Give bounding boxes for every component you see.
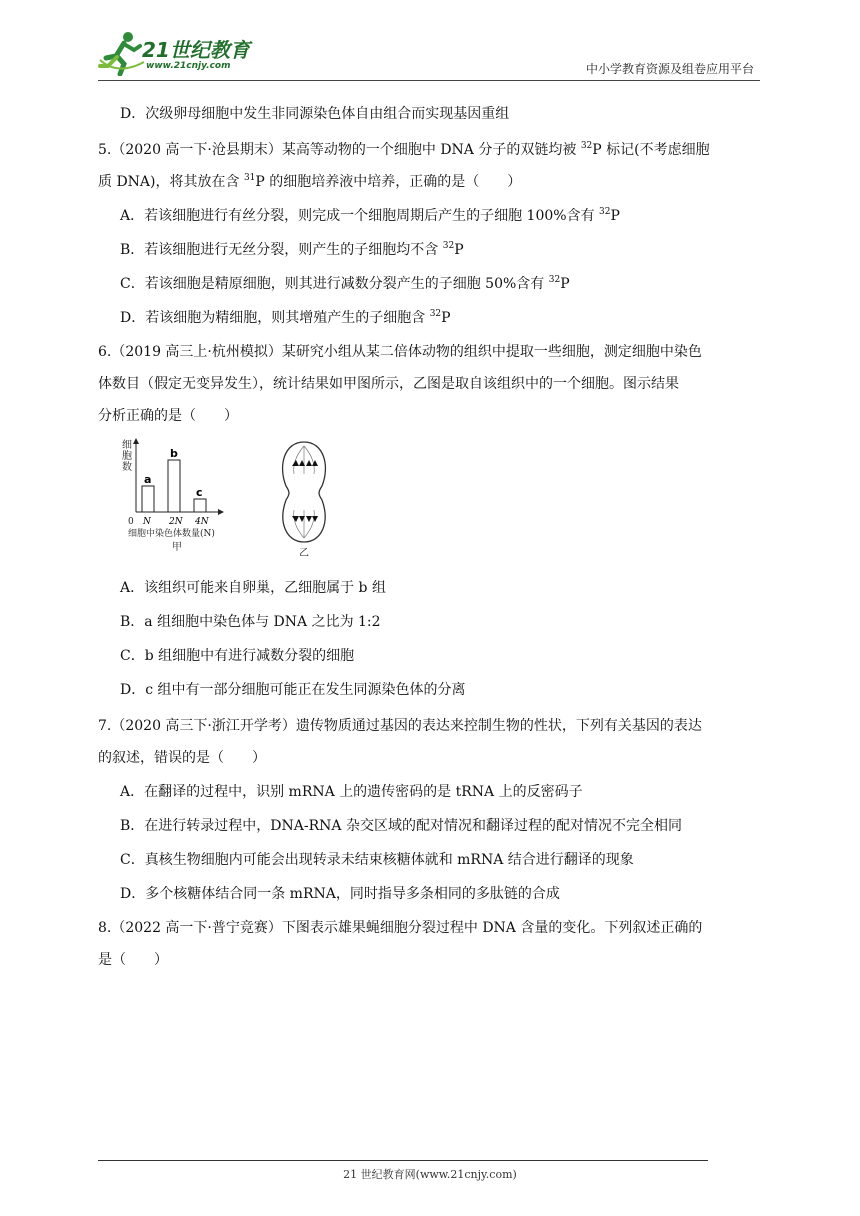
q5-line1-sup: 32 [580, 141, 593, 151]
q6-stem-line1: 6.（2019 高三上·杭州模拟）某研究小组从某二倍体动物的组织中提取一些细胞，测定细胞中染色 [98, 344, 702, 360]
q5-option-c [120, 274, 570, 294]
jia-bar-b [168, 460, 180, 512]
page-footer: 21 世纪教育网(www.21cnjy.com) [343, 1168, 517, 1181]
q8-stem-line2: 是（ ） [98, 952, 168, 968]
q7-stem-line1: 7.（2020 高三下·浙江开学考）遗传物质通过基因的表达来控制生物的性状，下列有关基因的表达 [98, 718, 702, 734]
jia-bar-a [142, 486, 154, 512]
figure-jia-chart [122, 438, 224, 553]
jia-bar-c [194, 499, 206, 512]
jia-xlabel: 细胞中染色体数量(N) [128, 529, 215, 539]
logo-brand-text: 21世纪教育 [142, 38, 250, 62]
q8-stem-line1: 8.（2022 高一下·普宁竞赛）下图表示雄果蝇细胞分裂过程中 DNA 含量的变化。下列叙述正确的 [98, 920, 703, 936]
q6-stem-line2: 体数目（假定无变异发生），统计结果如甲图所示，乙图是取自该组织中的一个细胞。图示结果 [98, 376, 679, 392]
q5-line1-b: P 标记(不考虑细胞 [592, 142, 710, 158]
jia-tick-N: N [143, 517, 151, 527]
yi-chromosomes-top [292, 460, 318, 466]
jia-origin: 0 [128, 517, 134, 527]
q5-stem-line2 [98, 172, 521, 192]
runner-logo-icon [98, 30, 146, 76]
logo-url-text: www.21cnjy.com [146, 61, 231, 71]
jia-x-arrow [218, 509, 224, 515]
q5-a-tail: P [610, 208, 620, 224]
header-rule [98, 80, 760, 81]
q5-c-sup: 32 [548, 275, 561, 285]
q7-option-c: C．真核生物细胞内可能会出现转录未结束核糖体就和 mRNA 结合进行翻译的现象 [120, 852, 634, 868]
q6-option-d: D．c 组中有一部分细胞可能正在发生同源染色体的分离 [120, 682, 466, 698]
q5-line2-sup: 31 [243, 173, 256, 183]
header-slogan: 中小学教育资源及组卷应用平台 [585, 62, 754, 76]
q5-a-sup: 32 [599, 207, 611, 217]
q5-line1-a: 5.（2020 高一下·沧县期末）某高等动物的一个细胞中 DNA 分子的双链均被 [98, 142, 581, 158]
jia-y-arrow [133, 438, 139, 444]
q5-line2-b: P 的细胞培养液中培养，正确的是（ ） [255, 174, 522, 190]
q5-d-tail: P [441, 310, 451, 326]
q7-option-a: A．在翻译的过程中，识别 mRNA 上的遗传密码的是 tRNA 上的反密码子 [120, 784, 583, 800]
yi-spindle-top [294, 446, 315, 474]
jia-bar-label-b: b [170, 447, 178, 460]
q5-a-text: A．若该细胞进行有丝分裂，则完成一个细胞周期后产生的子细胞 100%含有 [120, 208, 600, 224]
q5-stem-line1 [98, 140, 710, 160]
q5-option-d [120, 308, 451, 328]
q6-option-b: B．a 组细胞中染色体与 DNA 之比为 1:2 [120, 614, 381, 630]
q5-line2-a: 质 DNA)，将其放在含 [98, 174, 244, 190]
q7-option-b: B．在进行转录过程中，DNA-RNA 杂交区域的配对情况和翻译过程的配对情况不完全相同 [120, 818, 682, 834]
jia-tick-2N: 2N [169, 517, 183, 527]
q7-stem-line2: 的叙述，错误的是（ ） [98, 750, 266, 766]
q5-c-text: C．若该细胞是精原细胞，则其进行减数分裂产生的子细胞 50%含有 [120, 276, 549, 292]
jia-bar-label-c: c [196, 486, 203, 499]
q6-option-c: C．b 组细胞中有进行减数分裂的细胞 [120, 648, 355, 664]
q6-stem-line3: 分析正确的是（ ） [98, 408, 238, 424]
site-logo[interactable] [98, 30, 258, 78]
yi-caption: 乙 [299, 548, 309, 556]
jia-bars [142, 447, 206, 512]
q5-b-sup: 32 [442, 241, 455, 251]
q5-d-text: D．若该细胞为精细胞，则其增殖产生的子细胞含 [120, 310, 430, 326]
jia-tick-labels [142, 517, 210, 527]
q5-c-tail: P [560, 276, 570, 292]
jia-tick-4N: 4N [195, 517, 209, 527]
q5-option-a [120, 206, 620, 226]
prev-option-d: D．次级卵母细胞中发生非同源染色体自由组合而实现基因重组 [120, 106, 510, 122]
q7-option-d: D．多个核糖体结合同一条 mRNA，同时指导多条相同的多肽链的合成 [120, 886, 560, 902]
q6-figure [118, 436, 338, 556]
q5-d-sup: 32 [429, 309, 442, 319]
jia-bar-label-a: a [144, 473, 152, 486]
jia-ylabel: 细胞数 [122, 440, 132, 473]
jia-caption: 甲 [172, 542, 182, 553]
figure-yi-cell [283, 442, 326, 556]
yi-chromosomes-bottom [292, 516, 318, 522]
yi-spindle-bottom [294, 510, 315, 538]
q6-option-a: A．该组织可能来自卵巢，乙细胞属于 b 组 [120, 580, 386, 596]
footer-rule [98, 1160, 708, 1161]
page-header [98, 30, 760, 82]
q5-b-tail: P [454, 242, 464, 258]
q5-b-text: B．若该细胞进行无丝分裂，则产生的子细胞均不含 [120, 242, 443, 258]
q5-option-b [120, 240, 464, 260]
